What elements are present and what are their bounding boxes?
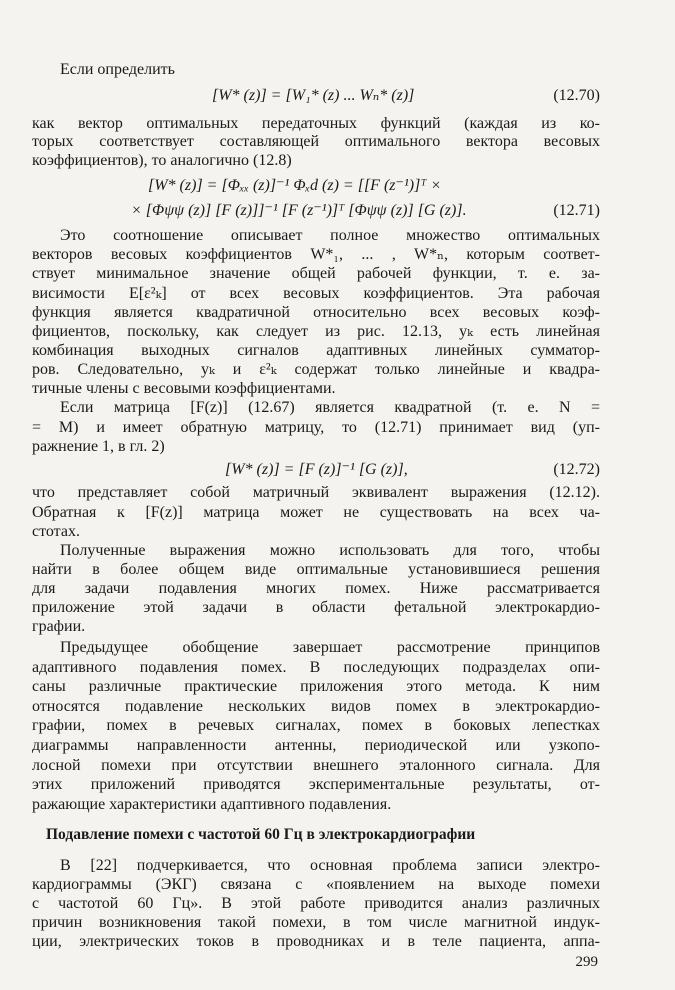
text-line: относятся подавление нескольких видов помех в электрокардио- bbox=[32, 698, 600, 715]
text-line: диаграммы направленности антенны, периодической или узкопо- bbox=[32, 737, 600, 754]
text-line: ции, электрических токов в проводниках и в теле пациента, аппа- bbox=[32, 933, 600, 950]
text-line: что представляет собой матричный эквивалент выражения (12.12). bbox=[32, 484, 600, 501]
text-line: адаптивного подавления помех. В последующих подразделах опи- bbox=[32, 659, 600, 676]
text-line: графии. bbox=[32, 618, 86, 635]
equation-12-71-line1: [W* (z)] = [Φₓₓ (z)]⁻¹ Φₓd (z) = [[F (z⁻¹)]ᵀ × bbox=[148, 177, 442, 194]
text-line: с частотой 60 Гц». В этой работе приводится анализ различных bbox=[32, 895, 600, 912]
text-line: Если матрица [F(z)] (12.67) является квадратной (т. е. N = bbox=[60, 399, 600, 416]
text-line: этих приложений приводятся экспериментальные результаты, от- bbox=[32, 776, 600, 793]
text-line: как вектор оптимальных передаточных функций (каждая из ко- bbox=[32, 115, 600, 132]
text-line: причин возникновения такой помехи, в том числе магнитной индук- bbox=[32, 914, 600, 931]
text-line: лосной помехи при отсутствии внешнего эталонного сигнала. Для bbox=[32, 757, 600, 774]
text-line: Обратная к [F(z)] матрица может не существовать на всех ча- bbox=[32, 504, 600, 521]
text-line: тичные члены с весовыми коэффициентами. bbox=[32, 380, 336, 397]
text-line: В [22] подчеркивается, что основная проблема записи электро- bbox=[60, 857, 600, 874]
text-line: для задачи подавления многих помех. Ниже рассматривается bbox=[32, 580, 600, 597]
text-line: комбинация выходных сигналов адаптивных линейных сумматор- bbox=[32, 342, 600, 359]
equation-number-12-72: (12.72) bbox=[553, 461, 600, 478]
equation-12-72: [W* (z)] = [F (z)]⁻¹ [G (z)], bbox=[225, 461, 408, 478]
text-line: графии, помех в речевых сигналах, помех в боковых лепестках bbox=[32, 717, 600, 734]
text-line: = M) и имеет обратную матрицу, то (12.71) принимает вид (уп- bbox=[32, 419, 600, 436]
text-line: саны различные практические приложения этого метода. К ним bbox=[32, 678, 600, 695]
text-line: висимости E[ε²ₖ] от всех весовых коэффициентов. Эта рабочая bbox=[32, 285, 600, 302]
text-line: ствует минимальное значение общей рабочей функции, т. е. за- bbox=[32, 265, 600, 282]
equation-12-71-line2: × [Φψψ (z)] [F (z)]]⁻¹ [F (z⁻¹)]ᵀ [Φψψ (z)] [G (z)]. bbox=[131, 202, 467, 219]
text-line: коэффициентов), то аналогично (12.8) bbox=[32, 152, 292, 169]
text-line: Полученные выражения можно использовать для того, чтобы bbox=[60, 542, 600, 559]
text-line: Предыдущее обобщение завершает рассмотрение принципов bbox=[60, 639, 600, 656]
text-line: найти в более общем виде оптимальные установившиеся решения bbox=[32, 561, 600, 578]
equation-number-12-70: (12.70) bbox=[553, 87, 600, 104]
intro-text: Если определить bbox=[60, 61, 175, 78]
text-line: ражнение 1, в гл. 2) bbox=[32, 438, 165, 455]
text-line: торых соответствует составляющей оптимального вектора весовых bbox=[32, 133, 600, 150]
text-line: Это соотношение описывает полное множество оптимальных bbox=[60, 227, 600, 244]
text-line: векторов весовых коэффициентов W*₁, ... , W*ₙ, которым соответ- bbox=[32, 246, 600, 263]
equation-number-12-71: (12.71) bbox=[553, 202, 600, 219]
text-line: ров. Следовательно, yₖ и ε²ₖ содержат только линейные и квадра- bbox=[32, 361, 600, 378]
text-line: кардиограммы (ЭКГ) связана с «появлением на выходе помехи bbox=[32, 876, 600, 893]
text-line: ражающие характеристики адаптивного подавления. bbox=[32, 796, 392, 813]
page-number: 299 bbox=[575, 954, 598, 970]
text-line: стотах. bbox=[32, 523, 80, 540]
text-line: функция является квадратичной относительно всех весовых коэф- bbox=[32, 304, 600, 321]
text-line: фициентов, поскольку, как следует из рис. 12.13, yₖ есть линейная bbox=[32, 323, 600, 340]
text-line: приложение этой задачи в области фетальной электрокардио- bbox=[32, 599, 600, 616]
equation-12-70: [W* (z)] = [W₁* (z) ... Wₙ* (z)] bbox=[212, 87, 415, 104]
section-heading: Подавление помехи с частотой 60 Гц в электрокардиографии bbox=[46, 826, 476, 843]
